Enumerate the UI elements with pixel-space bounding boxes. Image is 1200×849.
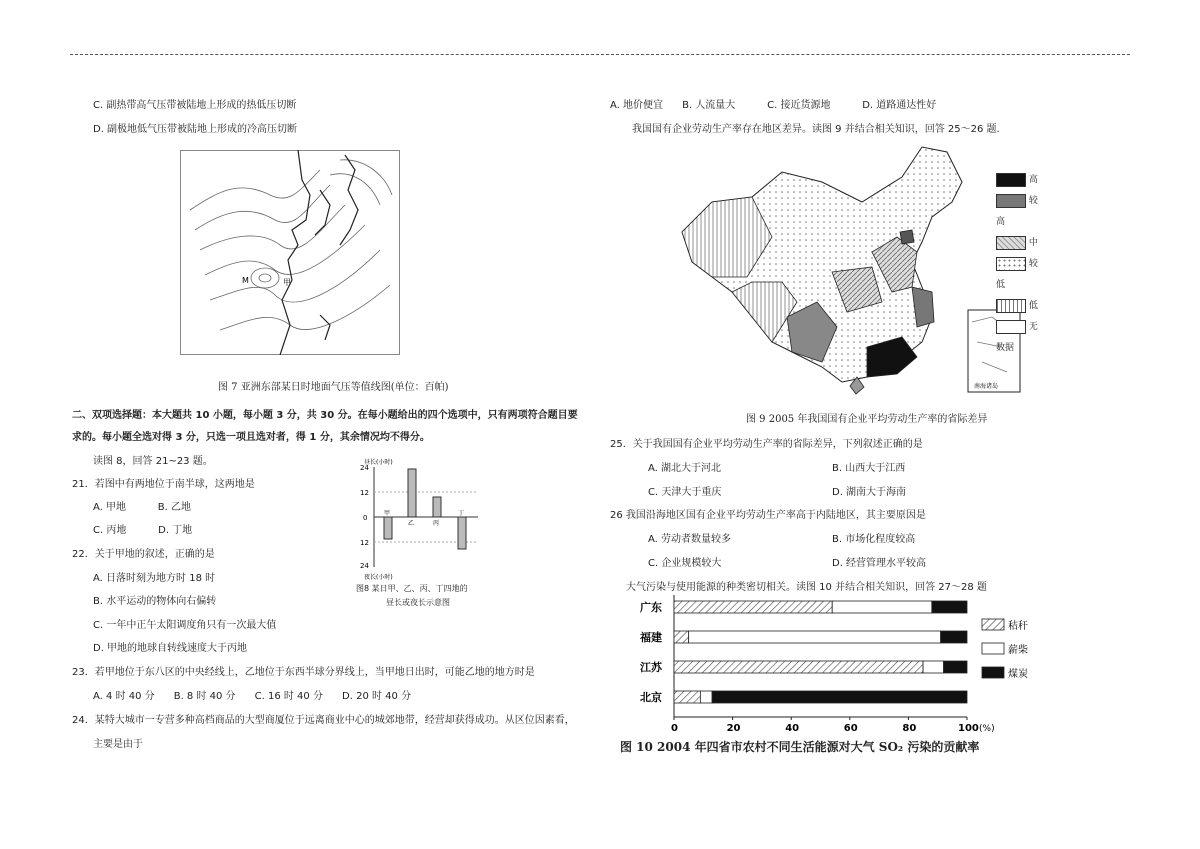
fig8-tick-24-bottom: 24 (360, 562, 369, 570)
question-21: 21．若图中有两地位于南半球，这两地是 (72, 479, 255, 490)
question-22: 22．关于甲地的叙述，正确的是 (72, 549, 215, 560)
question-22-b: B. 水平运动的物体向右偏转 (93, 596, 217, 607)
fig10-category-label: 北京 (640, 691, 662, 704)
fig8-label-yi: 乙 (408, 520, 415, 527)
fig8-caption-1: 图8 某日甲、乙、丙、丁四地的 (356, 584, 468, 593)
fig8-bar-yi (408, 469, 416, 517)
fig9-inset-label: 南海诸岛 (974, 383, 999, 390)
fig10-legend-swatch (982, 619, 1004, 630)
fig8-label-jia: 甲 (384, 510, 391, 517)
question-21-cd: C. 丙地 D. 丁地 (93, 525, 193, 536)
label-m: M (242, 276, 249, 285)
fig10-legend-label: 薪柴 (1008, 645, 1028, 656)
fig8-tick-0: 0 (363, 514, 368, 522)
section2-line2: 求的。每小题全选对得 3 分，只选一项且选对者，得 1 分，其余情况均不得分。 (72, 432, 430, 443)
figure-9-china-map (672, 142, 1042, 397)
fig10-x-tick-label: 20 (726, 723, 741, 734)
figure-9-caption: 图 9 2005 年我国国有企业平均劳动生产率的省际差异 (746, 414, 988, 425)
figure-7-caption: 图 7 亚洲东部某日时地面气压等值线图(单位：百帕) (218, 382, 449, 393)
question-22-c: C. 一年中正午太阳调度角只有一次最大值 (93, 620, 277, 631)
fig9-legend-item: 中 (996, 233, 1042, 254)
figure-8-day-length-chart (348, 455, 488, 613)
fig8-caption-2: 昼长或夜长示意图 (386, 598, 450, 607)
fig10-x-tick-label: 80 (902, 723, 917, 734)
question-26-d: D. 经营管理水平较高 (832, 558, 927, 569)
question-26-b: B. 市场化程度较高 (832, 534, 916, 545)
question-25-c: C. 天津大于重庆 (648, 487, 722, 498)
fig8-label-ding: 丁 (458, 510, 465, 517)
fig8-tick-12-bottom: 12 (360, 539, 369, 547)
read-fig8: 读图 8，回答 21~23 题。 (93, 456, 213, 467)
question-24-options: A. 地价便宜 B. 人流量大 C. 接近货源地 D. 道路通达性好 (610, 100, 937, 111)
fig10-bar-segment (832, 601, 932, 613)
top-divider (70, 54, 1130, 55)
question-26: 26 我国沿海地区国有企业平均劳动生产率高于内陆地区，其主要原因是 (610, 510, 926, 521)
fig10-x-tick-label: 60 (843, 723, 858, 734)
fig9-legend-item: 低 (996, 296, 1042, 317)
fig10-bar-segment (712, 691, 967, 703)
fig10-category-label: 江苏 (640, 661, 662, 674)
question-24: 24．某特大城市一专营多种高档商品的大型商厦位于远离商业中心的城郊地带，经营却获得成功。从区位因素看， (72, 715, 575, 726)
question-26-c: C. 企业规模较大 (648, 558, 722, 569)
question-25-a: A. 湖北大于河北 (648, 463, 722, 474)
fig10-bar-segment (689, 631, 941, 643)
figure-10-chart (610, 595, 1050, 745)
fig10-x-tick-label: 100 (958, 723, 979, 734)
fig10-x-tick-label: 40 (785, 723, 800, 734)
fig8-label-bing: 丙 (433, 520, 440, 527)
question-24-cont: 主要是由于 (93, 739, 143, 750)
fig10-bar-segment (932, 601, 967, 613)
fig9-legend (996, 170, 1042, 359)
intro-27-28: 大气污染与使用能源的种类密切相关。读图 10 并结合相关知识，回答 27～28 题 (626, 582, 987, 593)
fig8-tick-12-top: 12 (360, 489, 369, 497)
fig8-y-bottom-label: 夜长(小时) (364, 574, 393, 581)
fig10-bar-segment (674, 631, 689, 643)
fig8-tick-24-top: 24 (360, 464, 369, 472)
fig10-bar-segment (700, 691, 712, 703)
option-d: D. 副极地低气压带被陆地上形成的冷高压切断 (93, 124, 298, 135)
question-25: 25．关于我国国有企业平均劳动生产率的省际差异，下列叙述正确的是 (610, 439, 923, 450)
figure-7-isobar-map (180, 150, 400, 355)
fig10-bar-segment (941, 631, 967, 643)
question-21-ab: A. 甲地 B. 乙地 (93, 502, 192, 513)
question-26-a: A. 劳动者数量较多 (648, 534, 732, 545)
question-23: 23．若甲地位于东八区的中央经线上，乙地位于东西半球分界线上，当甲地日出时，可能乙地的地方时是 (72, 667, 535, 678)
question-23-options: A. 4 时 40 分 B. 8 时 40 分 C. 16 时 40 分 D. 20 时 40 分 (93, 691, 412, 702)
fig10-bar-segment (674, 691, 700, 703)
fig10-bar-segment (923, 661, 944, 673)
fig10-legend-swatch (982, 667, 1004, 678)
intro-25-26: 我国国有企业劳动生产率存在地区差异。读图 9 并结合相关知识，回答 25～26 题. (632, 124, 1000, 135)
fig9-legend-item: 较高 (996, 191, 1042, 233)
question-25-d: D. 湖南大于海南 (832, 487, 907, 498)
fig10-category-label: 广东 (640, 601, 662, 614)
fig10-x-unit: (%) (979, 724, 995, 734)
fig9-legend-item: 较低 (996, 254, 1042, 296)
fig10-legend-label: 秸秆 (1008, 621, 1028, 632)
fig8-bar-ding (458, 517, 466, 549)
question-22-d: D. 甲地的地球自转线速度大于丙地 (93, 643, 248, 654)
fig9-legend-item: 无数据 (996, 317, 1042, 359)
question-22-a: A. 日落时刻为地方时 18 时 (93, 573, 216, 584)
fig8-bar-jia (384, 517, 392, 539)
fig9-legend-item: 高 (996, 170, 1042, 191)
question-25-b: B. 山西大于江西 (832, 463, 906, 474)
fig8-bar-bing (433, 497, 441, 517)
option-c: C. 副热带高气压带被陆地上形成的热低压切断 (93, 100, 297, 111)
label-jia: 甲 (283, 278, 291, 287)
fig10-legend-swatch (982, 643, 1004, 654)
section2-line1: 二、双项选择题：本大题共 10 小题，每小题 3 分，共 30 分。在每小题给出的四个选项中，只有两项符合题目要 (72, 410, 578, 421)
fig10-x-tick-label: 0 (671, 723, 678, 734)
figure-10-caption: 图 10 2004 年四省市农村不同生活能源对大气 SO₂ 污染的贡献率 (620, 740, 980, 754)
fig10-category-label: 福建 (640, 631, 662, 644)
fig10-bar-segment (944, 661, 967, 673)
fig10-svg (610, 595, 1050, 745)
fig8-y-top-label: 昼长(小时) (364, 459, 393, 466)
fig10-bar-segment (674, 601, 832, 613)
fig10-legend-label: 煤炭 (1008, 669, 1028, 680)
fig10-bar-segment (674, 661, 923, 673)
